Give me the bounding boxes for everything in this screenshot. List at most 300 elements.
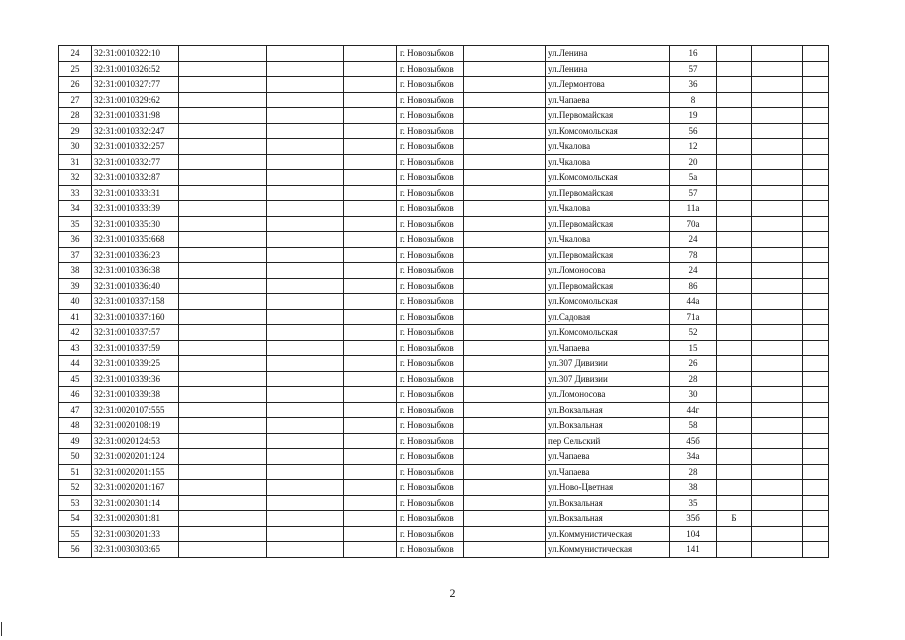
cadastral-number: 32:31:0010329:62 xyxy=(92,92,179,108)
table-row xyxy=(59,263,829,279)
empty-cell xyxy=(464,371,546,387)
table-row xyxy=(59,371,829,387)
empty-cell xyxy=(179,309,267,325)
row-number: 50 xyxy=(59,449,92,465)
cadastral-number: 32:31:0030303:65 xyxy=(92,542,179,558)
empty-cell xyxy=(752,340,803,356)
empty-cell xyxy=(344,542,397,558)
empty-cell xyxy=(344,201,397,217)
empty-cell xyxy=(803,92,829,108)
empty-cell xyxy=(267,170,344,186)
empty-cell xyxy=(464,139,546,155)
cadastral-number: 32:31:0020301:81 xyxy=(92,511,179,527)
row-number: 46 xyxy=(59,387,92,403)
empty-cell xyxy=(464,232,546,248)
empty-cell xyxy=(464,356,546,372)
empty-cell xyxy=(803,154,829,170)
row-number: 33 xyxy=(59,185,92,201)
empty-cell xyxy=(803,278,829,294)
city-cell: г. Новозыбков xyxy=(397,263,464,279)
letter-cell xyxy=(717,402,752,418)
empty-cell xyxy=(344,92,397,108)
row-number: 42 xyxy=(59,325,92,341)
empty-cell xyxy=(752,294,803,310)
city-cell: г. Новозыбков xyxy=(397,232,464,248)
empty-cell xyxy=(267,216,344,232)
empty-cell xyxy=(179,402,267,418)
house-number-cell: 28 xyxy=(670,371,717,387)
empty-cell xyxy=(179,371,267,387)
empty-cell xyxy=(344,154,397,170)
table-row xyxy=(59,495,829,511)
city-cell: г. Новозыбков xyxy=(397,325,464,341)
empty-cell xyxy=(179,108,267,124)
cadastral-number: 32:31:0010336:38 xyxy=(92,263,179,279)
city-cell: г. Новозыбков xyxy=(397,449,464,465)
empty-cell xyxy=(752,495,803,511)
empty-cell xyxy=(752,77,803,93)
empty-cell xyxy=(803,123,829,139)
empty-cell xyxy=(179,247,267,263)
cadastral-number: 32:31:0020201:124 xyxy=(92,449,179,465)
empty-cell xyxy=(344,480,397,496)
empty-cell xyxy=(752,542,803,558)
city-cell: г. Новозыбков xyxy=(397,309,464,325)
street-cell: ул.Чкалова xyxy=(546,154,670,170)
empty-cell xyxy=(803,526,829,542)
house-number-cell: 70а xyxy=(670,216,717,232)
cadastral-number: 32:31:0020201:167 xyxy=(92,480,179,496)
table-row xyxy=(59,123,829,139)
empty-cell xyxy=(344,294,397,310)
house-number-cell: 5а xyxy=(670,170,717,186)
cadastral-number: 32:31:0010339:38 xyxy=(92,387,179,403)
empty-cell xyxy=(752,387,803,403)
empty-cell xyxy=(179,61,267,77)
empty-cell xyxy=(179,139,267,155)
empty-cell xyxy=(344,449,397,465)
cadastral-number: 32:31:0020301:14 xyxy=(92,495,179,511)
empty-cell xyxy=(267,154,344,170)
cadastral-number: 32:31:0030201:33 xyxy=(92,526,179,542)
empty-cell xyxy=(344,108,397,124)
street-cell: ул.Лермонтова xyxy=(546,77,670,93)
city-cell: г. Новозыбков xyxy=(397,526,464,542)
row-number: 56 xyxy=(59,542,92,558)
empty-cell xyxy=(344,325,397,341)
empty-cell xyxy=(267,371,344,387)
empty-cell xyxy=(803,294,829,310)
table-row xyxy=(59,154,829,170)
empty-cell xyxy=(464,418,546,434)
cadastral-number: 32:31:0020124:53 xyxy=(92,433,179,449)
letter-cell xyxy=(717,46,752,62)
empty-cell xyxy=(267,294,344,310)
empty-cell xyxy=(803,77,829,93)
street-cell: ул.Ломоносова xyxy=(546,263,670,279)
empty-cell xyxy=(752,170,803,186)
house-number-cell: 141 xyxy=(670,542,717,558)
letter-cell xyxy=(717,340,752,356)
cadastral-number: 32:31:0010326:52 xyxy=(92,61,179,77)
row-number: 53 xyxy=(59,495,92,511)
empty-cell xyxy=(344,263,397,279)
empty-cell xyxy=(267,340,344,356)
empty-cell xyxy=(267,418,344,434)
empty-cell xyxy=(179,201,267,217)
row-number: 43 xyxy=(59,340,92,356)
empty-cell xyxy=(267,387,344,403)
cadastral-number: 32:31:0010337:59 xyxy=(92,340,179,356)
street-cell: ул.Комсомольская xyxy=(546,294,670,310)
empty-cell xyxy=(179,325,267,341)
empty-cell xyxy=(267,480,344,496)
property-table xyxy=(58,45,829,558)
empty-cell xyxy=(179,387,267,403)
empty-cell xyxy=(267,309,344,325)
house-number-cell: 57 xyxy=(670,61,717,77)
street-cell: ул.Ломоносова xyxy=(546,387,670,403)
row-number: 34 xyxy=(59,201,92,217)
empty-cell xyxy=(179,263,267,279)
letter-cell xyxy=(717,387,752,403)
cadastral-number: 32:31:0010322:10 xyxy=(92,46,179,62)
empty-cell xyxy=(267,542,344,558)
empty-cell xyxy=(179,433,267,449)
table-row xyxy=(59,46,829,62)
house-number-cell: 57 xyxy=(670,185,717,201)
empty-cell xyxy=(179,542,267,558)
city-cell: г. Новозыбков xyxy=(397,123,464,139)
house-number-cell: 24 xyxy=(670,263,717,279)
house-number-cell: 71а xyxy=(670,309,717,325)
row-number: 26 xyxy=(59,77,92,93)
table-row xyxy=(59,185,829,201)
street-cell: ул.Вокзальная xyxy=(546,402,670,418)
empty-cell xyxy=(267,92,344,108)
empty-cell xyxy=(464,278,546,294)
letter-cell xyxy=(717,108,752,124)
house-number-cell: 45б xyxy=(670,433,717,449)
empty-cell xyxy=(179,123,267,139)
letter-cell xyxy=(717,449,752,465)
letter-cell xyxy=(717,526,752,542)
letter-cell xyxy=(717,154,752,170)
empty-cell xyxy=(803,139,829,155)
house-number-cell: 58 xyxy=(670,418,717,434)
letter-cell xyxy=(717,480,752,496)
empty-cell xyxy=(752,402,803,418)
row-number: 47 xyxy=(59,402,92,418)
row-number: 49 xyxy=(59,433,92,449)
empty-cell xyxy=(344,216,397,232)
empty-cell xyxy=(179,511,267,527)
city-cell: г. Новозыбков xyxy=(397,418,464,434)
row-number: 55 xyxy=(59,526,92,542)
empty-cell xyxy=(344,61,397,77)
letter-cell xyxy=(717,123,752,139)
empty-cell xyxy=(344,170,397,186)
row-number: 25 xyxy=(59,61,92,77)
street-cell: ул.Первомайская xyxy=(546,278,670,294)
empty-cell xyxy=(344,433,397,449)
empty-cell xyxy=(803,263,829,279)
empty-cell xyxy=(464,387,546,403)
city-cell: г. Новозыбков xyxy=(397,154,464,170)
row-number: 52 xyxy=(59,480,92,496)
letter-cell xyxy=(717,92,752,108)
cadastral-number: 32:31:0010339:36 xyxy=(92,371,179,387)
empty-cell xyxy=(752,526,803,542)
cadastral-number: 32:31:0010332:257 xyxy=(92,139,179,155)
table-row xyxy=(59,402,829,418)
row-number: 51 xyxy=(59,464,92,480)
empty-cell xyxy=(267,511,344,527)
cadastral-number: 32:31:0010337:158 xyxy=(92,294,179,310)
house-number-cell: 30 xyxy=(670,387,717,403)
letter-cell xyxy=(717,464,752,480)
empty-cell xyxy=(344,247,397,263)
table-row xyxy=(59,433,829,449)
empty-cell xyxy=(179,464,267,480)
empty-cell xyxy=(267,46,344,62)
empty-cell xyxy=(752,123,803,139)
city-cell: г. Новозыбков xyxy=(397,185,464,201)
table-row xyxy=(59,526,829,542)
empty-cell xyxy=(179,294,267,310)
street-cell: ул.Чкалова xyxy=(546,139,670,155)
empty-cell xyxy=(752,201,803,217)
empty-cell xyxy=(464,201,546,217)
house-number-cell: 34а xyxy=(670,449,717,465)
empty-cell xyxy=(752,247,803,263)
empty-cell xyxy=(267,108,344,124)
cadastral-number: 32:31:0020107:555 xyxy=(92,402,179,418)
row-number: 29 xyxy=(59,123,92,139)
empty-cell xyxy=(344,526,397,542)
street-cell: ул.Коммунистическая xyxy=(546,526,670,542)
empty-cell xyxy=(179,356,267,372)
empty-cell xyxy=(752,154,803,170)
house-number-cell: 35 xyxy=(670,495,717,511)
empty-cell xyxy=(464,216,546,232)
empty-cell xyxy=(344,371,397,387)
city-cell: г. Новозыбков xyxy=(397,216,464,232)
empty-cell xyxy=(752,185,803,201)
city-cell: г. Новозыбков xyxy=(397,278,464,294)
empty-cell xyxy=(179,480,267,496)
row-number: 45 xyxy=(59,371,92,387)
empty-cell xyxy=(752,371,803,387)
cadastral-number: 32:31:0010333:39 xyxy=(92,201,179,217)
table-row xyxy=(59,449,829,465)
empty-cell xyxy=(179,77,267,93)
street-cell: ул.307 Дивизии xyxy=(546,356,670,372)
empty-cell xyxy=(803,108,829,124)
table-row xyxy=(59,247,829,263)
empty-cell xyxy=(267,325,344,341)
empty-cell xyxy=(267,77,344,93)
empty-cell xyxy=(344,464,397,480)
empty-cell xyxy=(179,154,267,170)
table-row xyxy=(59,216,829,232)
empty-cell xyxy=(179,185,267,201)
empty-cell xyxy=(803,371,829,387)
house-number-cell: 44а xyxy=(670,294,717,310)
city-cell: г. Новозыбков xyxy=(397,480,464,496)
empty-cell xyxy=(803,480,829,496)
letter-cell xyxy=(717,139,752,155)
empty-cell xyxy=(344,387,397,403)
empty-cell xyxy=(803,542,829,558)
table-row xyxy=(59,340,829,356)
empty-cell xyxy=(803,340,829,356)
cadastral-number: 32:31:0010333:31 xyxy=(92,185,179,201)
house-number-cell: 8 xyxy=(670,92,717,108)
table-row xyxy=(59,387,829,403)
empty-cell xyxy=(464,185,546,201)
page-number: 2 xyxy=(449,586,456,600)
city-cell: г. Новозыбков xyxy=(397,247,464,263)
empty-cell xyxy=(752,278,803,294)
city-cell: г. Новозыбков xyxy=(397,511,464,527)
empty-cell xyxy=(752,464,803,480)
empty-cell xyxy=(464,61,546,77)
table-row xyxy=(59,309,829,325)
empty-cell xyxy=(344,356,397,372)
empty-cell xyxy=(267,495,344,511)
empty-cell xyxy=(267,139,344,155)
letter-cell xyxy=(717,247,752,263)
letter-cell xyxy=(717,542,752,558)
empty-cell xyxy=(464,402,546,418)
empty-cell xyxy=(267,185,344,201)
empty-cell xyxy=(267,356,344,372)
house-number-cell: 38 xyxy=(670,480,717,496)
empty-cell xyxy=(179,278,267,294)
letter-cell xyxy=(717,185,752,201)
cadastral-number: 32:31:0010332:87 xyxy=(92,170,179,186)
house-number-cell: 52 xyxy=(670,325,717,341)
empty-cell xyxy=(344,232,397,248)
empty-cell xyxy=(267,526,344,542)
empty-cell xyxy=(464,433,546,449)
cadastral-number: 32:31:0020108:19 xyxy=(92,418,179,434)
empty-cell xyxy=(464,247,546,263)
empty-cell xyxy=(752,309,803,325)
empty-cell xyxy=(752,263,803,279)
row-number: 48 xyxy=(59,418,92,434)
city-cell: г. Новозыбков xyxy=(397,92,464,108)
empty-cell xyxy=(464,92,546,108)
empty-cell xyxy=(752,480,803,496)
empty-cell xyxy=(267,433,344,449)
empty-cell xyxy=(344,46,397,62)
city-cell: г. Новозыбков xyxy=(397,371,464,387)
row-number: 36 xyxy=(59,232,92,248)
street-cell: ул.Первомайская xyxy=(546,247,670,263)
city-cell: г. Новозыбков xyxy=(397,542,464,558)
empty-cell xyxy=(464,480,546,496)
cadastral-number: 32:31:0010331:98 xyxy=(92,108,179,124)
empty-cell xyxy=(464,294,546,310)
row-number: 41 xyxy=(59,309,92,325)
empty-cell xyxy=(803,387,829,403)
letter-cell xyxy=(717,201,752,217)
table-row xyxy=(59,356,829,372)
empty-cell xyxy=(464,154,546,170)
empty-cell xyxy=(803,402,829,418)
empty-cell xyxy=(752,418,803,434)
empty-cell xyxy=(464,526,546,542)
street-cell: ул.Вокзальная xyxy=(546,511,670,527)
letter-cell xyxy=(717,278,752,294)
empty-cell xyxy=(464,77,546,93)
city-cell: г. Новозыбков xyxy=(397,402,464,418)
empty-cell xyxy=(179,526,267,542)
empty-cell xyxy=(752,46,803,62)
empty-cell xyxy=(803,46,829,62)
street-cell: ул.Чкалова xyxy=(546,232,670,248)
city-cell: г. Новозыбков xyxy=(397,464,464,480)
street-cell: ул.Ленина xyxy=(546,46,670,62)
row-number: 31 xyxy=(59,154,92,170)
street-cell: ул.Чапаева xyxy=(546,464,670,480)
city-cell: г. Новозыбков xyxy=(397,201,464,217)
house-number-cell: 20 xyxy=(670,154,717,170)
empty-cell xyxy=(803,170,829,186)
street-cell: ул.Коммунистическая xyxy=(546,542,670,558)
row-number: 39 xyxy=(59,278,92,294)
street-cell: ул.Вокзальная xyxy=(546,418,670,434)
house-number-cell: 11а xyxy=(670,201,717,217)
table-row xyxy=(59,294,829,310)
house-number-cell: 16 xyxy=(670,46,717,62)
row-number: 28 xyxy=(59,108,92,124)
empty-cell xyxy=(752,433,803,449)
empty-cell xyxy=(267,232,344,248)
empty-cell xyxy=(752,511,803,527)
empty-cell xyxy=(752,356,803,372)
empty-cell xyxy=(752,216,803,232)
empty-cell xyxy=(464,46,546,62)
empty-cell xyxy=(179,449,267,465)
letter-cell xyxy=(717,309,752,325)
house-number-cell: 78 xyxy=(670,247,717,263)
house-number-cell: 24 xyxy=(670,232,717,248)
city-cell: г. Новозыбков xyxy=(397,170,464,186)
cadastral-number: 32:31:0010339:25 xyxy=(92,356,179,372)
empty-cell xyxy=(267,247,344,263)
row-number: 40 xyxy=(59,294,92,310)
empty-cell xyxy=(464,123,546,139)
empty-cell xyxy=(267,464,344,480)
empty-cell xyxy=(803,418,829,434)
empty-cell xyxy=(464,309,546,325)
empty-cell xyxy=(179,418,267,434)
street-cell: пер Сельский xyxy=(546,433,670,449)
table-row xyxy=(59,92,829,108)
empty-cell xyxy=(803,232,829,248)
cadastral-number: 32:31:0010335:30 xyxy=(92,216,179,232)
empty-cell xyxy=(267,263,344,279)
table-row xyxy=(59,61,829,77)
letter-cell xyxy=(717,418,752,434)
empty-cell xyxy=(267,201,344,217)
empty-cell xyxy=(752,139,803,155)
house-number-cell: 86 xyxy=(670,278,717,294)
row-number: 35 xyxy=(59,216,92,232)
